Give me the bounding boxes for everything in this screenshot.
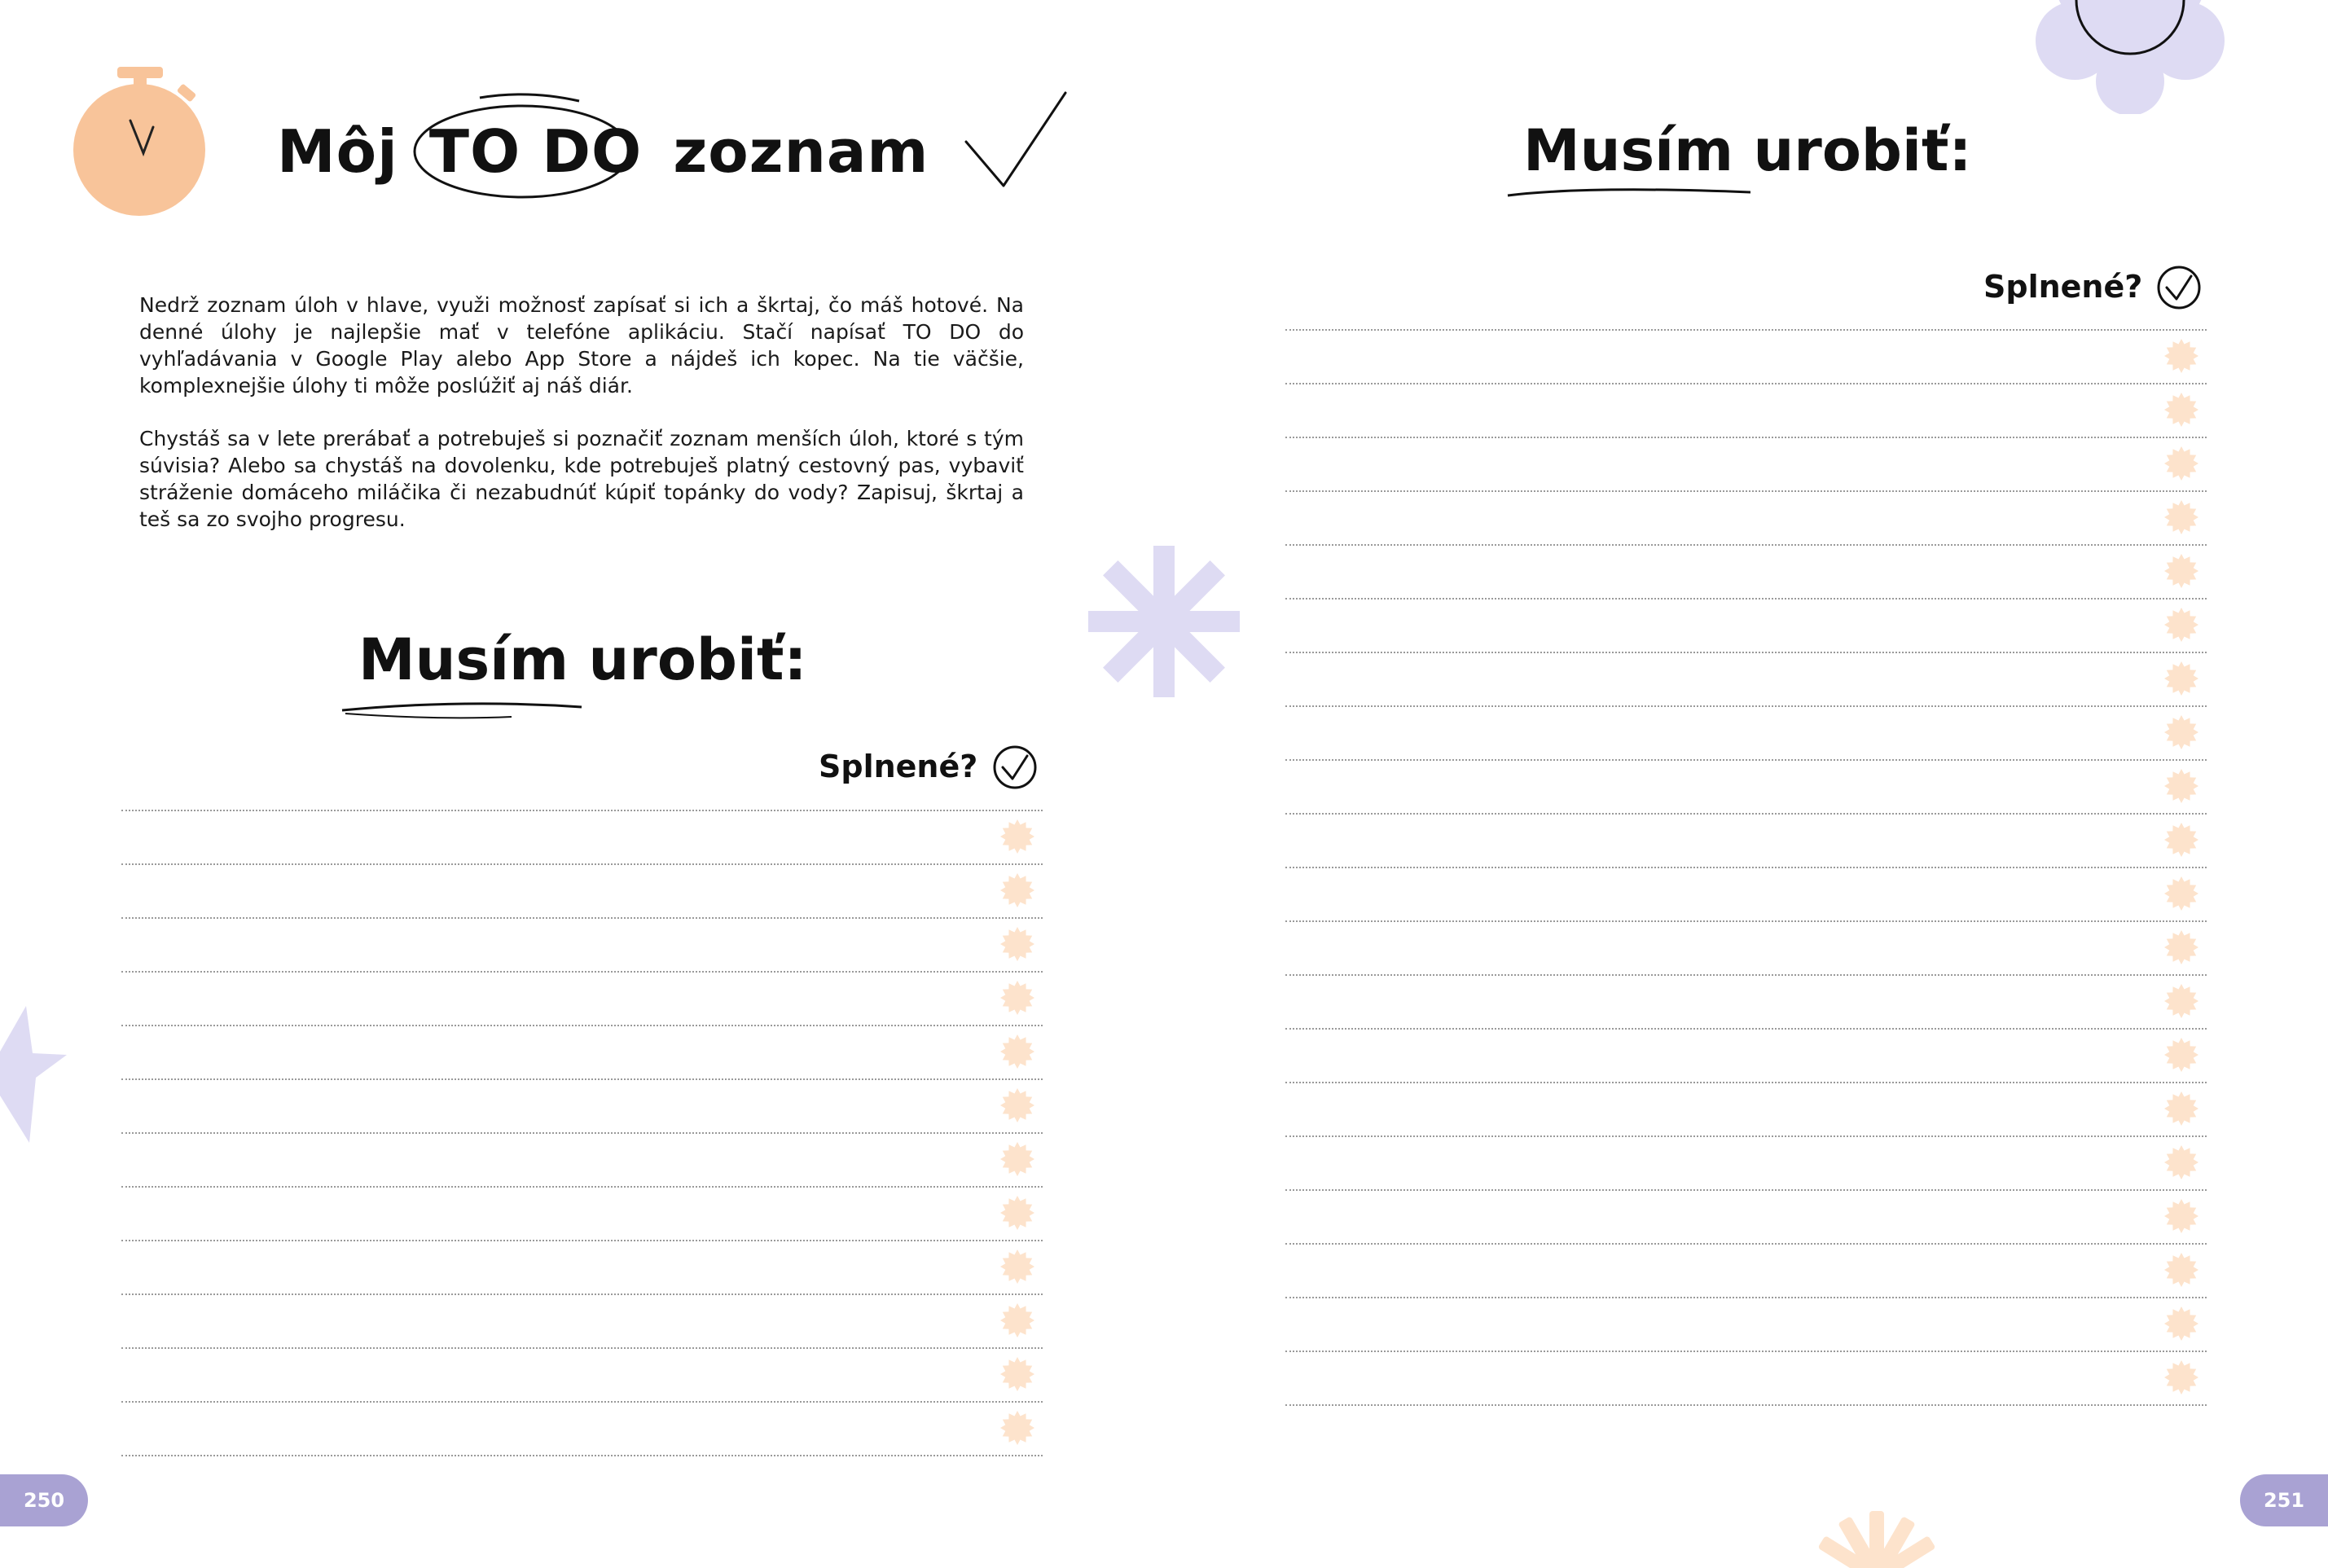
intro-paragraph-2: Chystáš sa v lete prerábať a potrebuješ si poznačiť zoznam menších úloh, ktoré s tým súvisia? Alebo sa chystáš na dovolenku, kde potrebuješ platný cestovný pas, vybaviť stráženie domáceho miláčika či nezabudnúť kúpiť topánky do vody? Zapisuj, škrtaj a teš sa zo svojho progresu. [139,427,1024,531]
task-list [1285,277,2207,1450]
task-row[interactable] [121,811,1043,865]
task-row[interactable] [1285,1030,2207,1083]
task-row[interactable] [1285,492,2207,546]
task-row[interactable] [1285,868,2207,922]
section-title: Musím urobiť: [358,626,807,693]
task-row[interactable] [121,865,1043,919]
title-part-2: zoznam [673,117,929,186]
task-row[interactable] [1285,546,2207,600]
sun-checkbox-icon[interactable] [2164,1199,2198,1233]
task-row[interactable] [1285,976,2207,1030]
task-row[interactable] [121,1134,1043,1188]
task-row[interactable] [121,919,1043,973]
sun-checkbox-icon[interactable] [2164,339,2198,373]
title-highlight-wrap [428,117,643,186]
sun-checkbox-icon[interactable] [2164,1038,2198,1072]
sun-checkbox-icon[interactable] [1000,1196,1034,1230]
task-list [121,758,1043,1450]
task-row[interactable] [121,758,1043,811]
page-number: 250 [0,1474,88,1526]
task-row[interactable] [1285,1298,2207,1352]
sun-checkbox-icon[interactable] [1000,981,1034,1015]
task-row[interactable] [121,1188,1043,1241]
section-underline [1506,182,1750,207]
sun-checkbox-icon[interactable] [2164,661,2198,696]
task-row[interactable] [121,1349,1043,1403]
sun-checkbox-icon[interactable] [2164,1145,2198,1179]
task-row[interactable] [1285,438,2207,492]
task-row[interactable] [1285,653,2207,707]
task-row[interactable] [1285,1352,2207,1406]
sun-checkbox-icon[interactable] [1000,1303,1034,1337]
done-label: Splnené? [1983,269,2143,305]
sun-checkbox-icon[interactable] [2164,554,2198,588]
sun-checkbox-icon[interactable] [1000,873,1034,907]
sun-checkbox-icon[interactable] [2164,876,2198,911]
stopwatch-icon [70,64,209,218]
sunburst-decoration [1799,1511,1954,1568]
sun-checkbox-icon[interactable] [1000,1088,1034,1122]
right-page [1164,0,2328,1568]
task-row[interactable] [121,1026,1043,1080]
sun-checkbox-icon[interactable] [2164,1091,2198,1126]
sun-checkbox-icon[interactable] [2164,823,2198,857]
sun-checkbox-icon[interactable] [2164,1360,2198,1395]
task-row[interactable] [1285,1245,2207,1298]
sun-checkbox-icon[interactable] [1000,927,1034,961]
sun-checkbox-icon[interactable] [1000,819,1034,854]
page-title [277,117,929,186]
sun-checkbox-icon[interactable] [1000,1250,1034,1284]
task-row[interactable] [1285,384,2207,438]
task-row[interactable] [1285,761,2207,815]
title-part-1: Môj [277,117,398,186]
flower-decoration [2008,0,2252,114]
task-row[interactable] [121,1080,1043,1134]
task-row[interactable] [1285,815,2207,868]
task-row[interactable] [1285,331,2207,384]
sun-checkbox-icon[interactable] [2164,1253,2198,1287]
checkmark-icon [961,90,1067,191]
section-title: Musím urobiť: [1523,117,1972,184]
sun-checkbox-icon[interactable] [2164,930,2198,964]
intro-paragraph-1: Nedrž zoznam úloh v hlave, využi možnosť zapísať si ich a škrtaj, čo máš hotové. Na denné úlohy je najlepšie mať v telefóne aplikáciu. Stačí napísať TO DO do vyhľadávania v Google Play alebo App Store a nájdeš ich kopec. Na tie väčšie, komplexnejšie úlohy ti môže poslúžiť aj náš diár. [139,293,1024,397]
task-row[interactable] [1285,1191,2207,1245]
sun-checkbox-icon[interactable] [1000,1411,1034,1445]
task-row[interactable] [1285,1083,2207,1137]
title-highlight: TO DO [428,117,643,186]
done-label: Splnené? [819,749,978,784]
sun-checkbox-icon[interactable] [1000,1357,1034,1391]
task-row[interactable] [121,1295,1043,1349]
sun-checkbox-icon[interactable] [2164,608,2198,642]
task-row[interactable] [1285,922,2207,976]
sun-checkbox-icon[interactable] [2164,393,2198,427]
sun-checkbox-icon[interactable] [2164,446,2198,481]
sun-checkbox-icon[interactable] [1000,1142,1034,1176]
sun-checkbox-icon[interactable] [2164,715,2198,749]
task-row[interactable] [121,1241,1043,1295]
task-line [1285,1404,2207,1406]
sun-checkbox-icon[interactable] [1000,1034,1034,1069]
sun-checkbox-icon[interactable] [2164,1307,2198,1341]
task-row[interactable] [1285,600,2207,653]
task-row[interactable] [121,973,1043,1026]
sun-checkbox-icon[interactable] [2164,500,2198,534]
intro-text [139,292,1024,559]
sun-checkbox-icon[interactable] [2164,984,2198,1018]
task-row[interactable] [1285,277,2207,331]
star-decoration [0,1006,73,1144]
page-number: 251 [2240,1474,2328,1526]
sun-checkbox-icon[interactable] [2164,769,2198,803]
task-row[interactable] [121,1403,1043,1456]
task-row[interactable] [1285,1137,2207,1191]
task-line [121,1455,1043,1456]
task-row[interactable] [1285,707,2207,761]
section-underline [340,699,585,723]
